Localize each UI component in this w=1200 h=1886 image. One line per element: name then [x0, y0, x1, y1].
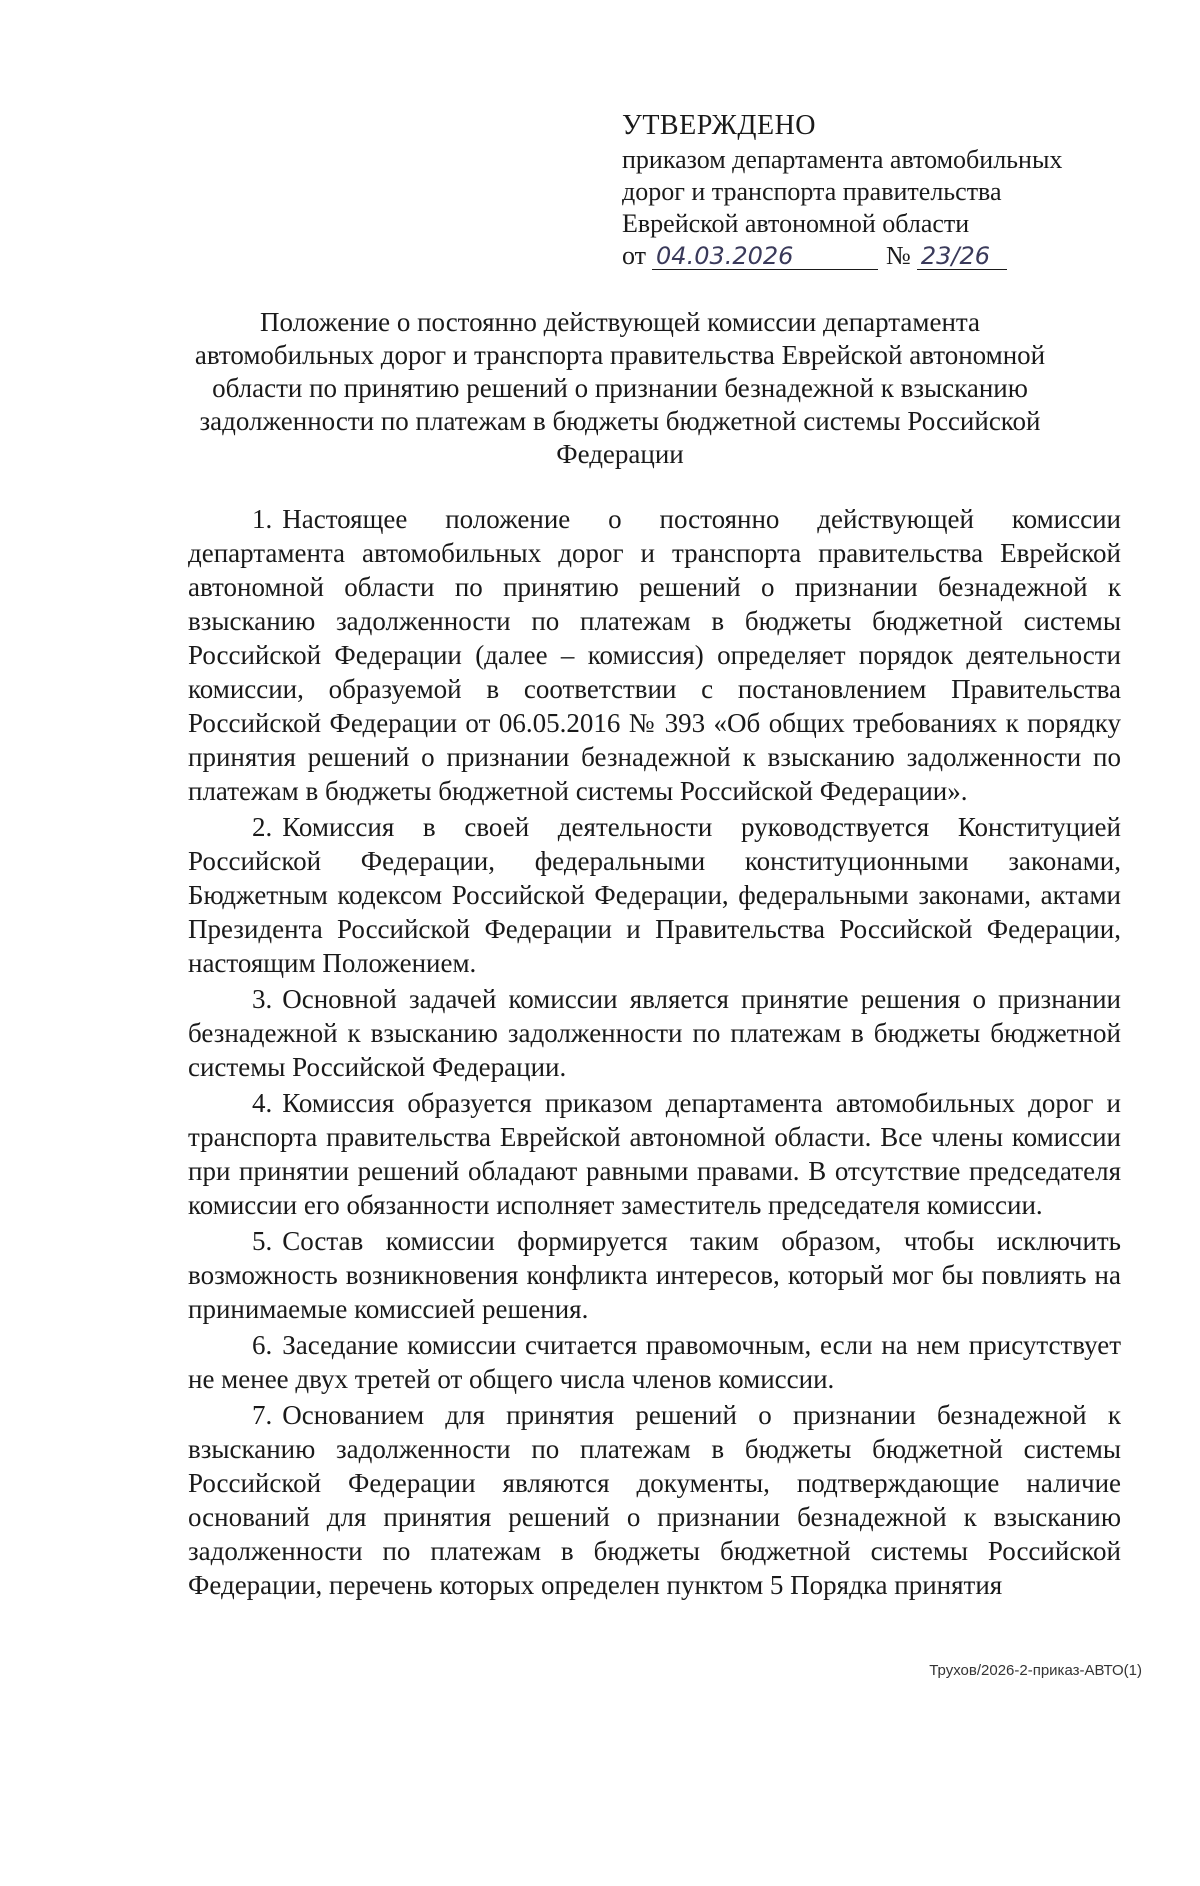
paragraph-text: Настоящее положение о постоянно действующей комиссии департамента автомобильных дорог и транспорта правительства Еврейской автономной области по принятию решений о признании безнадежной к взысканию задолженности по платежам в бюджеты бюджетной системы Российской Федерации (далее – комиссия) определяет порядок деятельности комиссии, образуемой в соответствии с постановлением Правительства Российской Федерации от 06.05.2016 № 393 «Об общих требованиях к порядку принятия решений о признании безнадежной к взысканию задолженности по платежам в бюджеты бюджетной системы Российской Федерации». — [188, 504, 1121, 806]
handwritten-number: 23/26 — [917, 243, 1007, 270]
paragraph-number: 7. — [252, 1400, 273, 1430]
approved-heading: УТВЕРЖДЕНО — [622, 110, 817, 141]
paragraph-text: Состав комиссии формируется таким образом, чтобы исключить возможность возникновения конфликта интересов, который мог бы повлиять на принимаемые комиссией решения. — [188, 1226, 1121, 1324]
document-title: Положение о постоянно действующей комиссии департамента автомобильных дорог и транспорта правительства Еврейской автономной области по принятию решений о признании безнадежной к взысканию задолженности по платежам в бюджеты бюджетной системы Российской Федерации — [194, 307, 1046, 469]
paragraph-text: Основной задачей комиссии является принятие решения о признании безнадежной к взысканию задолженности по платежам в бюджеты бюджетной системы Российской Федерации. — [188, 984, 1121, 1082]
paragraph-text: Основанием для принятия решений о признании безнадежной к взысканию задолженности по платежам в бюджеты бюджетной системы Российской Федерации являются документы, подтверждающие наличие оснований для принятия решений о признании безнадежной к взысканию задолженности по платежам в бюджеты бюджетной системы Российской Федерации, перечень которых определен пунктом 5 Порядка принятия — [188, 1400, 1121, 1600]
paragraph-number: 2. — [252, 812, 273, 842]
document-body — [188, 502, 1121, 1604]
paragraph-3 — [188, 982, 1121, 1084]
paragraph-7 — [188, 1398, 1121, 1602]
approval-line-1: приказом департамента автомобильных — [622, 145, 1063, 174]
paragraph-4 — [188, 1086, 1121, 1222]
approval-line-3: Еврейской автономной области — [622, 209, 970, 238]
paragraph-number: 6. — [252, 1330, 273, 1360]
document-reference: Трухов/2026-2-приказ-АВТО(1) — [929, 1662, 1142, 1679]
paragraph-1 — [188, 502, 1121, 808]
paragraph-text: Заседание комиссии считается правомочным, если на нем присутствует не менее двух третей от общего числа членов комиссии. — [188, 1330, 1121, 1394]
paragraph-number: 1. — [252, 504, 273, 534]
number-sign: № — [886, 241, 911, 270]
handwritten-date: 04.03.2026 — [652, 243, 878, 270]
paragraph-text: Комиссия образуется приказом департамента автомобильных дорог и транспорта правительства Еврейской автономной области. Все члены комиссии при принятии решений обладают равными правами. В отсутствие председателя комиссии его обязанности исполняет заместитель председателя комиссии. — [188, 1088, 1121, 1220]
paragraph-number: 4. — [252, 1088, 273, 1118]
date-prefix: от — [622, 241, 647, 270]
paragraph-5 — [188, 1224, 1121, 1326]
paragraph-text: Комиссия в своей деятельности руководствуется Конституцией Российской Федерации, федеральными конституционными законами, Бюджетным кодексом Российской Федерации, федеральными законами, актами Президента Российской Федерации и Правительства Российской Федерации, настоящим Положением. — [188, 812, 1121, 978]
paragraph-2 — [188, 810, 1121, 980]
approval-date-line — [622, 240, 1122, 272]
paragraph-6 — [188, 1328, 1121, 1396]
paragraph-number: 5. — [252, 1226, 273, 1256]
approval-line-2: дорог и транспорта правительства — [622, 177, 1002, 206]
approval-block — [622, 110, 1122, 272]
paragraph-number: 3. — [252, 984, 273, 1014]
